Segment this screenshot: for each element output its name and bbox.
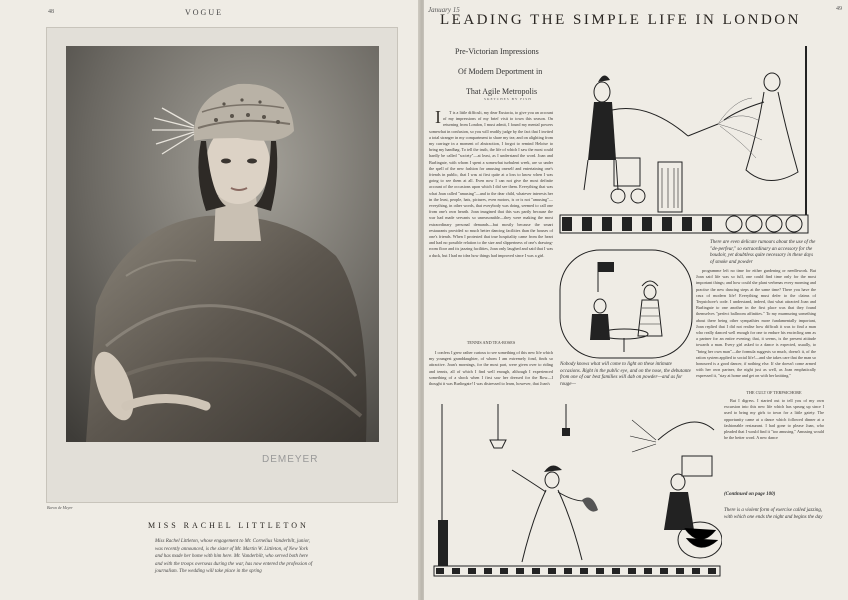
photo-signature: DEMEYER — [262, 454, 319, 465]
caption-dance: There is a violent form of exercise called jazzing, with which one ends the night and begins the day — [724, 508, 823, 520]
caption-body: Miss Rachel Littleton, whose engagement to Mr. Cornelius Vanderbilt, junior, was recently announced, is the sister of Mr. Martin W. Littleton, of New York and has made her home with him here. Mr. Vanderbilt, who served both here and with the troops overseas during the war, has now entered the profession of journalism. The wedding will take place in the spring — [155, 539, 313, 574]
article-column-1b — [429, 350, 553, 398]
subhead-line-1: Pre-Victorian Impressions — [455, 47, 539, 56]
article-column-2b — [724, 398, 824, 490]
left-folio: 48 — [48, 9, 54, 15]
article-column-1 — [429, 110, 553, 336]
col1-paragraph: T is a little difficult, my dear Eustacia, to give you an account of my impressions of my brief visit to town this season. On returning from London, I must admit, I found my mental powers somewhat in confusion, so you will readily judge by the fact that I invited a total stranger in my compartment to share my tea; and on alighting from my carriage in a moment of abstraction, I forgot to remind Heloise to bring my handbag. To tell the truth, the life of which I saw the most could hardly be called "society"—at least, as I understand the word. Joan and Burlingate, with whom I spent a somewhat turbulent week, are so under the spell of the new fashion for amusing oneself and entertaining one's friends in public, that I was at first quite at a loss to know when I was going to see them at all. Even now I can not give the most definite account of the occasions upon which I did see them. Everything that was what Joan called "amusing"—and to the dear child, whatever interests her in the least, people, hats, pictures, even motors, is or is not "amusing"—everything, in other words, that everybody was doing, seemed to call one from one's own hearth. Joan imagined that this was partly because the war had made servants so unreasonable—they were making the most extraordinary personal demands—but mostly because the smart restaurants provided so much better dancing facilities than the houses of one's friends. When I protested that true hospitality came from the heart and had no possible relation to the size and slipperiness of one's drawing-room floor and its jazzing facilities, Joan only laughed and said that I was a duck, but I had no idea how things had improved since I was a girl. — [429, 110, 553, 258]
sketch-credit: SKETCHES BY FISH — [484, 97, 532, 101]
right-folio: 49 — [836, 6, 842, 12]
left-page — [0, 0, 420, 600]
caption-title: MISS RACHEL LITTLETON — [148, 521, 309, 530]
photo-credit: Baron de Meyer — [47, 505, 73, 510]
caption-tea: Nobody knows what will come to light on these intimate occasions. Right in the public eye, and on the nose, the debutante from one of our best families will dab on powder—and as for rouge— — [560, 362, 691, 387]
col2-paragraph: programme left no time for either gardening or needlework. But Joan said life was so full, one could find time only for the most important things; and how could she plant verbenas every morning and practise the new dancing steps at the same time? There you have the crux of modern life! Everything must defer to the claims of Terpsichore's code. I understand, indeed, that what attracted Joan and Burlingate to one another in the first place was that they found themselves "perfect ballroom affinities." To my murmuring something about there being other sympathies more fundamentally important, Joan replied that I did not realise how difficult it was to find a man who really danced well enough for one to endure his encircling arm as a partner for an entire evening; that, it seems, is the present attitude towards a man. Every girl asked to a dance is expected, usually, to "bring her own man"—the formula suggests so much, doesn't it, of the ration system applied to social life!—and she takes care that the man so honoured is a good dancer, if nothing else. If she doesn't come armed with her own partner, the night just as well, as Joan emphatically expressed it, "stay at home and get on with her knitting." — [696, 268, 816, 379]
illustration-dance — [432, 400, 722, 580]
illustration-perfume-spray — [558, 40, 810, 236]
running-head: VOGUE — [185, 8, 223, 17]
section-head-terpsichore: THE CULT OF TERPSICHORE — [746, 390, 802, 395]
article-column-2 — [696, 268, 816, 390]
col2-paragraph-b: But I digress. I started out to tell you of my own excursion into this new life which has sprung up since I used to bring my girls to town for a little gaiety. The opportunity came at a dance which followed dinner at a fashionable restaurant. I had gone to please Joan, who pleaded that I would find it "too amusing." Amusing would be the better word. A new dance — [724, 398, 824, 441]
portrait-illustration — [66, 46, 379, 442]
right-page — [424, 0, 848, 600]
continued-note: (Continued on page 100) — [724, 492, 776, 497]
illustration-tea-table — [558, 248, 694, 360]
section-head-tennis: TENNIS AND TEA-ROSES — [466, 340, 516, 345]
col1-paragraph-b: I confess I grew rather curious to see something of this new life which my youngest granddaughter, of whom I am extremely fond, finds so attractive. Joan's mornings, for the most part, were given over to riding and tennis, all of which I find well enough, although I experienced something of a shock when I first saw her dressed for the Row—I thought it was Burlingate! I was distressed to learn, however, that Joan's — [429, 350, 553, 387]
subhead-line-3: That Agile Metropolis — [466, 87, 538, 96]
caption-perfume: There are even delicate rumours about the use of the "de-perfeur," so extraordinary an accessory for the boudoir, yet doubtless quite necessary in these days of smoke and powder — [710, 240, 816, 265]
issue-date: January 15 — [428, 6, 460, 14]
article-headline: LEADING THE SIMPLE LIFE IN LONDON — [440, 12, 801, 28]
portrait-photo — [66, 46, 379, 442]
subhead-line-2: Of Modern Deportment in — [458, 67, 543, 76]
drop-cap: I — [435, 110, 441, 127]
